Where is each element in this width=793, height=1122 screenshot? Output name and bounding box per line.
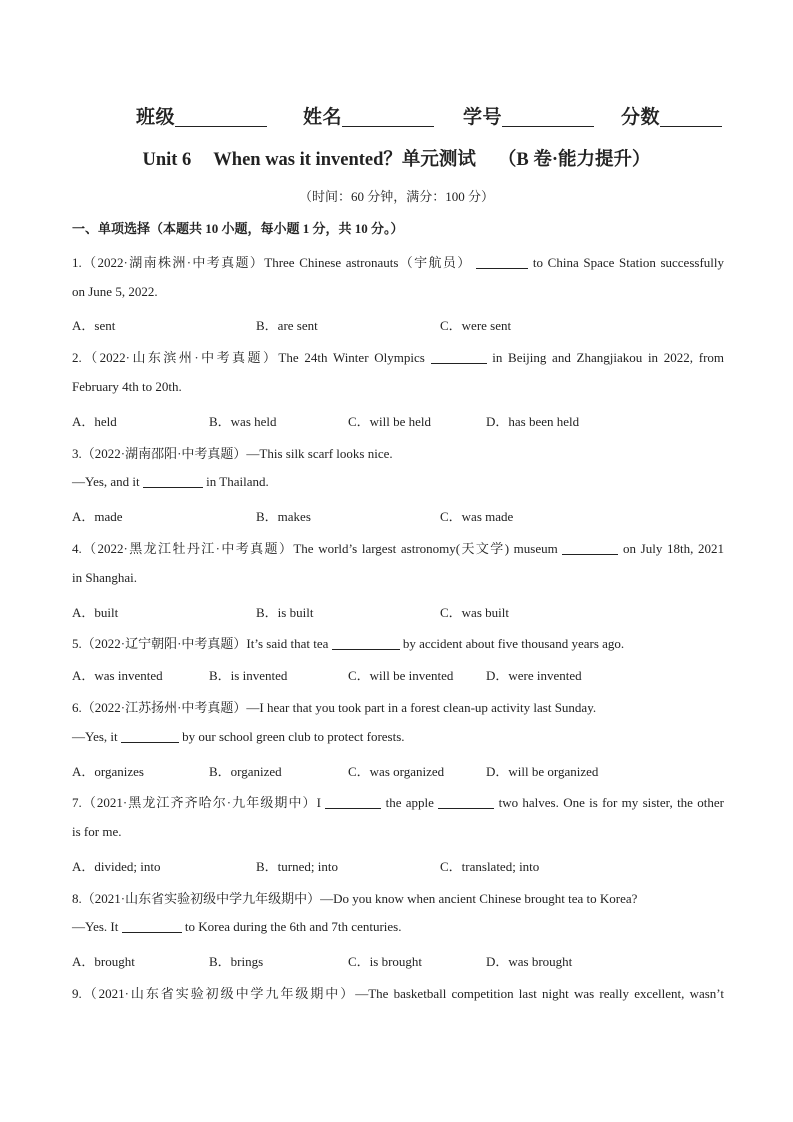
section-heading: 一、单项选择（本题共 10 小题，每小题 1 分，共 10 分。） (72, 221, 404, 236)
option-b[interactable]: B．turned; into (256, 859, 338, 874)
question-6-options (72, 761, 732, 779)
score-blank[interactable] (660, 106, 722, 127)
score-label: 分数 (621, 107, 661, 128)
option-b[interactable]: B．are sent (256, 318, 318, 333)
name-blank[interactable] (342, 106, 434, 127)
option-c[interactable]: C．was made (440, 509, 514, 524)
student-id-blank[interactable] (502, 106, 594, 127)
option-c[interactable]: C．is brought (348, 954, 423, 969)
student-id-field[interactable] (463, 102, 594, 129)
question-2-line-2: February 4th to 20th. (72, 379, 182, 394)
option-a[interactable]: A．held (72, 414, 117, 429)
option-a[interactable]: A．was invented (72, 668, 163, 683)
question-1-options (72, 315, 732, 333)
question-5-options (72, 665, 732, 683)
option-a[interactable]: A．built (72, 605, 119, 620)
question-6-line-1: 6.（2022·江苏扬州·中考真题）—I hear that you took part in a forest clean-up activity last Sunday. (72, 700, 597, 715)
question-4-line-1: 4.（2022·黑龙江牡丹江·中考真题）The world’s largest astronomy(天文学) museum on July 18th, 2021 (72, 541, 724, 556)
option-b[interactable]: B．brings (209, 954, 264, 969)
option-c[interactable]: C．will be held (348, 414, 432, 429)
answer-blank (438, 795, 494, 809)
option-b[interactable]: B．organized (209, 764, 282, 779)
option-b[interactable]: B．was held (209, 414, 277, 429)
question-9-line-1: 9.（2021·山东省实验初级中学九年级期中）—The basketball competition last night was really excellent, wasn’t (72, 986, 724, 1001)
option-b[interactable]: B．makes (256, 509, 311, 524)
question-7-line-2: is for me. (72, 824, 122, 839)
question-8-line-1: 8.（2021·山东省实验初级中学九年级期中）—Do you know when ancient Chinese brought tea to Korea? (72, 891, 638, 906)
question-3-line-2: —Yes, and it in Thailand. (72, 474, 269, 489)
question-4-line-2: in Shanghai. (72, 570, 137, 585)
answer-blank (476, 255, 528, 269)
question-1-line-2: on June 5, 2022. (72, 284, 158, 299)
option-c[interactable]: C．translated; into (440, 859, 540, 874)
name-label: 姓名 (303, 107, 343, 128)
option-a[interactable]: A．sent (72, 318, 116, 333)
option-a[interactable]: A．divided; into (72, 859, 161, 874)
option-b[interactable]: B．is built (256, 605, 314, 620)
student-id-label: 学号 (463, 107, 503, 128)
option-c[interactable]: C．was built (440, 605, 509, 620)
option-d[interactable]: D．has been held (486, 414, 580, 429)
title-unit: Unit 6 (142, 150, 192, 170)
question-1-line-1: 1.（2022·湖南株洲·中考真题）Three Chinese astronauts（宇航员） to China Space Station successfully (72, 255, 724, 270)
class-label: 班级 (136, 107, 176, 128)
answer-blank (562, 541, 618, 555)
option-d[interactable]: D．was brought (486, 954, 573, 969)
title-topic: When was it invented？单元测试 (213, 150, 476, 170)
question-3-options (72, 506, 732, 524)
question-8-options (72, 951, 732, 969)
answer-blank (122, 919, 182, 933)
question-6-line-2: —Yes, it by our school green club to protect forests. (72, 729, 405, 744)
answer-blank (143, 474, 203, 488)
time-info: （时间：60 分钟，满分：100 分） (298, 189, 494, 204)
page-title (0, 145, 793, 171)
name-field[interactable] (303, 102, 434, 129)
answer-blank (325, 795, 381, 809)
question-4-options (72, 602, 732, 620)
option-c[interactable]: C．were sent (440, 318, 512, 333)
option-a[interactable]: A．organizes (72, 764, 144, 779)
class-blank[interactable] (175, 106, 267, 127)
question-2-line-1: 2.（2022·山东滨州·中考真题）The 24th Winter Olympics in Beijing and Zhangjiakou in 2022, from (72, 350, 725, 365)
question-7-line-1: 7.（2021·黑龙江齐齐哈尔·九年级期中）I the apple two halves. One is for my sister, the other (72, 795, 724, 810)
title-volume: （B 卷·能力提升） (497, 150, 651, 170)
option-c[interactable]: C．was organized (348, 764, 445, 779)
answer-blank (121, 729, 179, 743)
option-a[interactable]: A．made (72, 509, 123, 524)
question-2-options (72, 411, 732, 429)
question-3-line-1: 3.（2022·湖南邵阳·中考真题）—This silk scarf looks nice. (72, 446, 393, 461)
option-c[interactable]: C．will be invented (348, 668, 454, 683)
score-field[interactable] (621, 102, 722, 129)
question-5-line-1: 5.（2022·辽宁朝阳·中考真题）It’s said that tea by accident about five thousand years ago. (72, 636, 625, 651)
question-8-line-2: —Yes. It to Korea during the 6th and 7th centuries. (72, 919, 402, 934)
class-field[interactable] (136, 102, 267, 129)
option-d[interactable]: D．will be organized (486, 764, 599, 779)
answer-blank (332, 636, 400, 650)
option-b[interactable]: B．is invented (209, 668, 288, 683)
answer-blank (431, 350, 487, 364)
option-d[interactable]: D．were invented (486, 668, 582, 683)
question-7-options (72, 856, 732, 874)
option-a[interactable]: A．brought (72, 954, 135, 969)
